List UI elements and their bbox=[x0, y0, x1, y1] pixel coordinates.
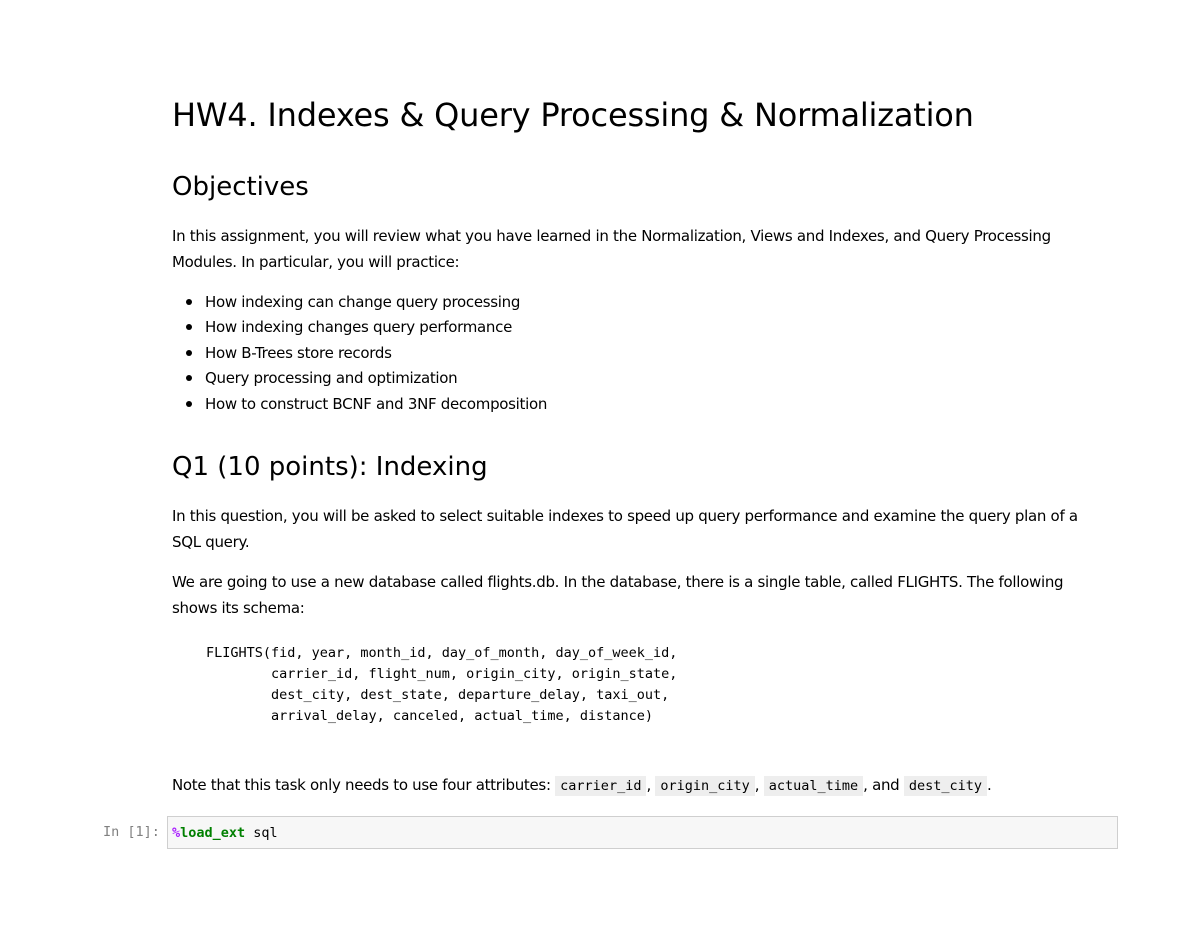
page-title: HW4. Indexes & Query Processing & Normalization bbox=[172, 96, 974, 134]
list-item: How B-Trees store records bbox=[205, 341, 547, 366]
q1-paragraph-2: We are going to use a new database called flights.db. In the database, there is a single table, called FLIGHTS. The following shows its schema: bbox=[172, 573, 1064, 617]
note-separator: , and bbox=[863, 776, 904, 794]
code-line[interactable] bbox=[172, 825, 278, 841]
q1-heading: Q1 (10 points): Indexing bbox=[172, 452, 488, 482]
note-prefix: Note that this task only needs to use four attributes: bbox=[172, 776, 556, 794]
note-suffix: . bbox=[987, 776, 992, 794]
list-item: How indexing changes query performance bbox=[205, 315, 547, 340]
attr-origin-city: origin_city bbox=[655, 776, 754, 796]
magic-symbol: % bbox=[172, 825, 181, 841]
q1-note bbox=[172, 772, 1092, 799]
q1-paragraph-1: In this question, you will be asked to select suitable indexes to speed up query performance and examine the query plan of a SQL query. bbox=[172, 507, 1078, 551]
objectives-heading: Objectives bbox=[172, 172, 309, 202]
cell-prompt: In [1]: bbox=[103, 824, 160, 840]
list-item: How to construct BCNF and 3NF decomposition bbox=[205, 392, 547, 417]
list-item: How indexing can change query processing bbox=[205, 290, 547, 315]
list-item: Query processing and optimization bbox=[205, 366, 547, 391]
schema-code-block: FLIGHTS(fid, year, month_id, day_of_month, day_of_week_id, carrier_id, flight_num, origin_city, origin_state, dest_city, dest_state, departure_delay, taxi_out, arrival_delay, canceled, actual_time, distance) bbox=[206, 645, 678, 724]
objectives-intro: In this assignment, you will review what you have learned in the Normalization, Views and Indexes, and Query Processing Modules. In particular, you will practice: bbox=[172, 227, 1051, 271]
magic-argument: sql bbox=[245, 825, 278, 841]
attr-dest-city: dest_city bbox=[904, 776, 987, 796]
note-separator: , bbox=[646, 776, 656, 794]
magic-command: load_ext bbox=[180, 825, 246, 841]
note-separator: , bbox=[754, 776, 764, 794]
objectives-list bbox=[172, 290, 547, 417]
attr-actual-time: actual_time bbox=[764, 776, 863, 796]
code-cell-input[interactable] bbox=[167, 816, 1118, 849]
attr-carrier-id: carrier_id bbox=[555, 776, 646, 796]
